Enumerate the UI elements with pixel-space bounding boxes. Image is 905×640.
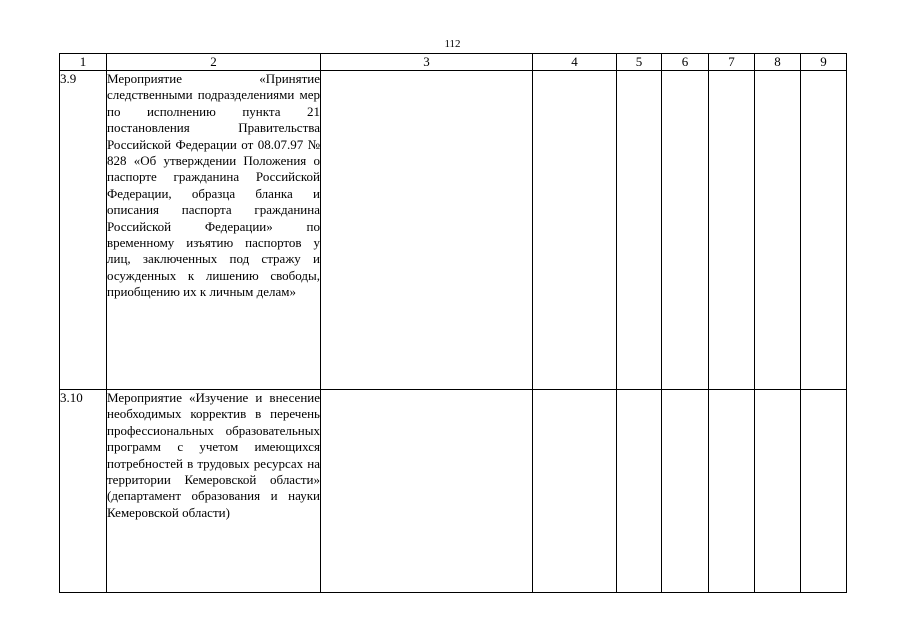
table-cell-col6: [662, 390, 709, 593]
table-row: [60, 71, 847, 390]
table-row: [60, 390, 847, 593]
table-cell-col4: [533, 390, 617, 593]
table-cell-col9: [801, 390, 847, 593]
table-cell-col8: [755, 390, 801, 593]
table-cell-col7: [709, 390, 755, 593]
row-number: 3.9: [60, 71, 107, 390]
column-header-4: 4: [533, 54, 617, 71]
measure-description: Мероприятие «Изучение и внесение необходимых корректив в перечень профессиональных образовательных программ с учетом имеющихся потребностей в трудовых ресурсах на территории Кемеровской области» (департамент образования и науки Кемеровской области): [107, 390, 320, 520]
measures-table: [59, 53, 847, 593]
page-number: 112: [444, 38, 461, 50]
measure-description: Мероприятие «Принятие следственными подразделениями мер по исполнению пункта 21 постановления Правительства Российской Федерации от 08.07.97 № 828 «Об утверждении Положения о паспорте гражданина Российской Федерации, образца бланка и описания паспорта гражданина Российской Федерации» по временному изъятию паспортов у лиц, заключенных под стражу и осужденных к лишению свободы, приобщению их к личным делам»: [107, 71, 320, 300]
column-header-9: 9: [801, 54, 847, 71]
column-header-8: 8: [755, 54, 801, 71]
column-header-1: 1: [60, 54, 107, 71]
table-cell-col5: [617, 390, 662, 593]
row-number: 3.10: [60, 390, 107, 593]
table-cell-col3: [321, 390, 533, 593]
column-header-2: 2: [107, 54, 321, 71]
table-cell-col3: [321, 71, 533, 390]
table-cell-col4: [533, 71, 617, 390]
measure-description-cell: [107, 390, 321, 593]
measure-description-cell: [107, 71, 321, 390]
column-header-3: 3: [321, 54, 533, 71]
table-cell-col5: [617, 71, 662, 390]
table-cell-col9: [801, 71, 847, 390]
column-header-6: 6: [662, 54, 709, 71]
column-header-5: 5: [617, 54, 662, 71]
table-header-row: [60, 54, 847, 71]
column-header-7: 7: [709, 54, 755, 71]
table-cell-col6: [662, 71, 709, 390]
table-cell-col7: [709, 71, 755, 390]
table-cell-col8: [755, 71, 801, 390]
